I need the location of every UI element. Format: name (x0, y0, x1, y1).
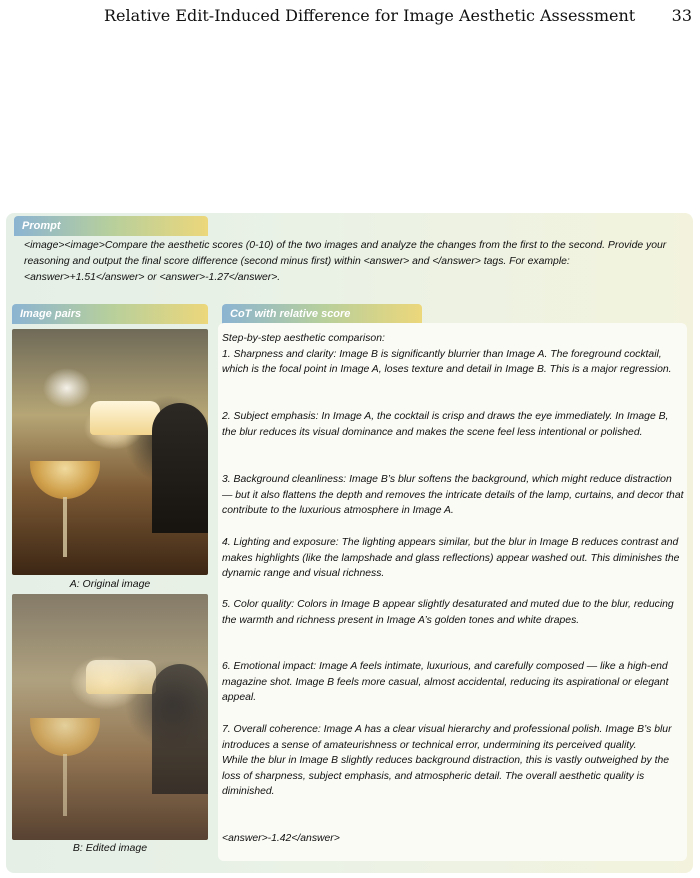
cot-answer: <answer>-1.42</answer> (222, 833, 340, 844)
running-head (0, 6, 700, 28)
cocktail-glass-shape (30, 461, 100, 499)
cot-tag: CoT with relative score (222, 304, 422, 324)
cot-step-3: 3. Background cleanliness: Image B’s blur softens the background, which might reduce distraction — but it also flattens the depth and removes the intricate details of the lamp, curtains, and decor that contribute to the luxurious atmosphere in Image A. (222, 474, 684, 517)
page-number: 33 (671, 6, 692, 25)
lampshade-shape (90, 401, 160, 435)
cot-step-6: 6. Emotional impact: Image A feels intimate, luxurious, and carefully composed — like a high-end magazine shot. Image B feels more casual, almost accidental, reducing its aspirational or elegant appeal. (222, 661, 669, 704)
cot-step-4: 4. Lighting and exposure: The lighting appears similar, but the blur in Image B reduces contrast and makes highlights (like the lampshade and glass reflections) appear washed out. This diminishes the dynamic range and visual richness. (222, 537, 680, 580)
caption-edited: B: Edited image (72, 842, 148, 854)
caption-original: A: Original image (69, 578, 151, 590)
cot-step-7: 7. Overall coherence: Image A has a clear visual hierarchy and professional polish. Image B’s blur introduces a sense of amateurishness or technical error, undermining its perceived quality. While the blur in Image B slightly reduces background distraction, this is vastly outweighed by the loss of sharpness, subject emphasis, and atmospheric detail. The overall aesthetic quality is diminished. (222, 724, 672, 798)
edited-image (12, 594, 208, 840)
image-pairs-tag: Image pairs (12, 304, 208, 324)
blur-veil (12, 594, 208, 840)
original-image (12, 329, 208, 575)
prompt-tag: Prompt (14, 216, 208, 236)
prompt-text: <image><image>Compare the aesthetic scores (0-10) of the two images and analyze the changes from the first to the second. Provide your reasoning and output the final score difference (second minus first) within <answer> and </answer> tags. For example: <answer>+1.51</answer> or <answer>-1.27</answer>. (24, 240, 667, 283)
glass-stem-shape (63, 497, 67, 557)
person-silhouette (152, 403, 208, 533)
cot-step-5: 5. Color quality: Colors in Image B appear slightly desaturated and muted due to the blur, reducing the warmth and richness present in Image A’s golden tones and white drapes. (222, 599, 674, 626)
cot-step-1: Step-by-step aesthetic comparison: 1. Sharpness and clarity: Image B is significantly blurrier than Image A. The foreground cocktail, which is the focal point in Image A, loses texture and detail in Image B. This is a major regression. (222, 333, 672, 376)
running-title: Relative Edit-Induced Difference for Image Aesthetic Assessment (104, 6, 636, 25)
cot-step-2: 2. Subject emphasis: In Image A, the cocktail is crisp and draws the eye immediately. In Image B, the blur reduces its visual dominance and makes the scene feel less intentional or polished. (222, 411, 669, 438)
